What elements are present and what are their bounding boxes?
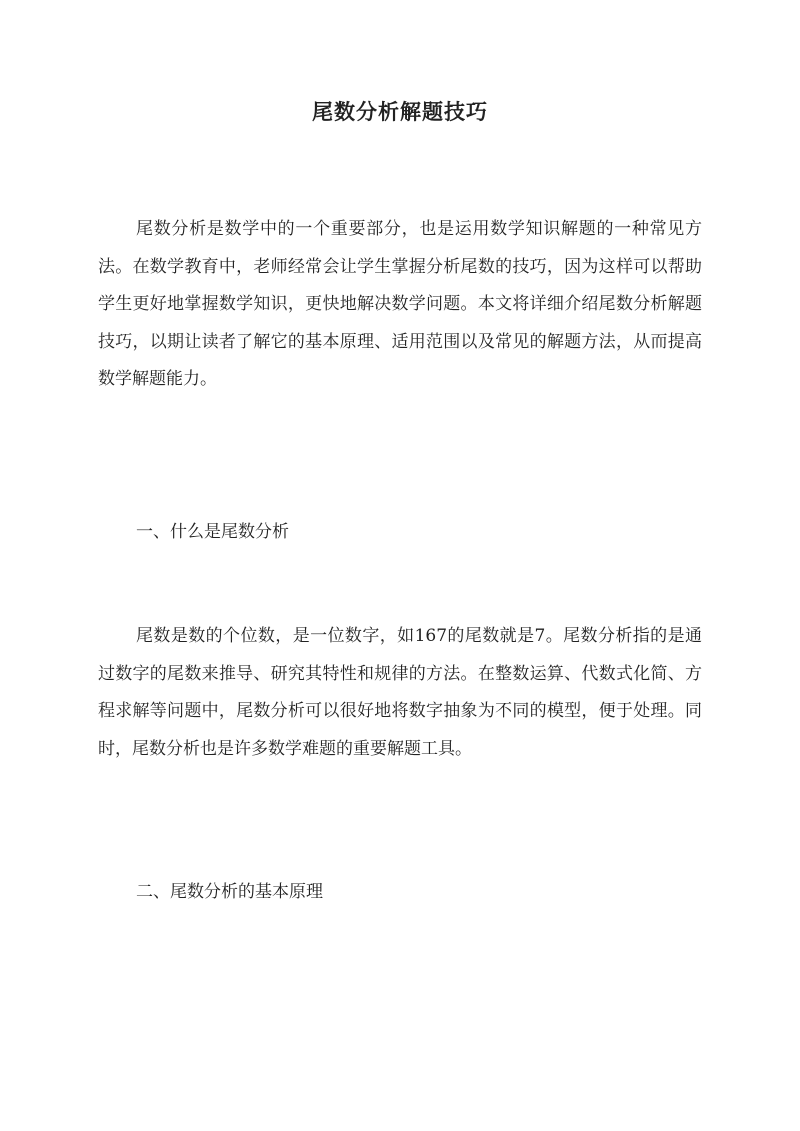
section-1-paragraph: 尾数是数的个位数，是一位数字，如167的尾数就是7。尾数分析指的是通过数字的尾数来推导、研究其特性和规律的方法。在整数运算、代数式化简、方程求解等问题中，尾数分析可以很好地将数字抽象为不同的模型，便于处理。同时，尾数分析也是许多数学难题的重要解题工具。 (98, 626, 702, 759)
page-title: 尾数分析解题技巧 (312, 99, 488, 124)
intro-paragraph: 尾数分析是数学中的一个重要部分，也是运用数学知识解题的一种常见方法。在数学教育中，老师经常会让学生掌握分析尾数的技巧，因为这样可以帮助学生更好地掌握数学知识，更快地解决数学问题。本文将详细介绍尾数分析解题技巧，以期让读者了解它的基本原理、适用范围以及常见的解题方法，从而提高数学解题能力。 (98, 219, 702, 389)
section-heading-basic-principles: 二、尾数分析的基本原理 (136, 882, 323, 902)
section-heading-what-is-tail-analysis: 一、什么是尾数分析 (136, 522, 289, 542)
